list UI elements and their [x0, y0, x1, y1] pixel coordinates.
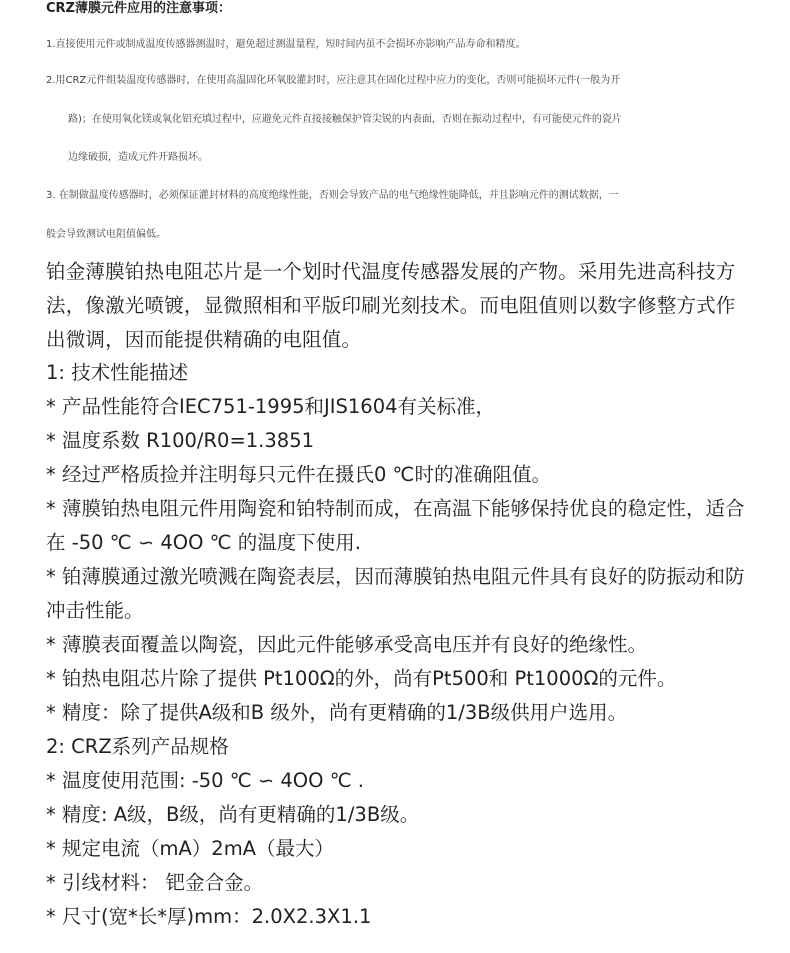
note-2-line-2: 路)；在使用氧化镁或氧化铝充填过程中，应避免元件直接接触保护管尖锐的内表面，否则在振动过程中，有可能使元件的瓷片 — [68, 114, 622, 125]
note-2-line-1: 2.用CRZ元件组装温度传感器时，在使用高温固化环氧胶灌封时，应注意其在固化过程中应力的变化，否则可能损坏元件(一般为开 — [46, 75, 621, 86]
section-1-item: * 精度：除了提供A级和B 级外，尚有更精确的1/3B级供用户选用。 — [46, 701, 628, 724]
section-2-item: * 精度: A级，B级，尚有更精确的1/3B级。 — [46, 803, 420, 826]
section-2-item: * 规定电流（mA）2mA（最大） — [46, 837, 335, 860]
note-3-line-2: 般会导致测试电阻值偏低。 — [46, 229, 166, 240]
section-1-item: * 薄膜铂热电阻元件用陶瓷和铂特制而成，在高温下能够保持优良的稳定性，适合在 -50 ℃ ∽ 4OO ℃ 的温度下使用. — [46, 497, 745, 554]
section-1-item: * 铂热电阻芯片除了提供 Pt100Ω的外，尚有Pt500和 Pt1000Ω的元件。 — [46, 667, 677, 690]
section-1-item: * 薄膜表面覆盖以陶瓷，因此元件能够承受高电压并有良好的绝缘性。 — [46, 633, 647, 656]
section-2-heading: 2: CRZ系列产品规格 — [46, 735, 229, 758]
note-2-line-3: 边缘破损，造成元件开路损坏。 — [68, 152, 208, 163]
note-3-line-1: 3. 在制做温度传感器时，必须保证灌封材料的高度绝缘性能，否则会导致产品的电气绝缘性能降低，并且影响元件的测试数据，一 — [46, 190, 619, 201]
section-2-item: * 尺寸(宽*长*厚)mm：2.0X2.3X1.1 — [46, 905, 372, 928]
section-2-item: * 温度使用范围: -50 ℃ ∽ 4OO ℃ . — [46, 769, 364, 792]
intro-text: 铂金薄膜铂热电阻芯片是一个划时代温度传感器发展的产物。采用先进高科技方法，像激光喷镀，显微照相和平版印刷光刻技术。而电阻值则以数字修整方式作出微调，因而能提供精确的电阻值。 — [46, 260, 736, 351]
intro-paragraph — [46, 255, 746, 357]
section-1-item: * 温度系数 R100/R0=1.3851 — [46, 429, 315, 452]
section-1-item: * 经过严格质捡并注明每只元件在摄氏0 ℃时的准确阻值。 — [46, 463, 551, 486]
section-1-item: * 产品性能符合IEC751-1995和JIS1604有关标准， — [46, 395, 496, 418]
note-1: 1.直接使用元件或制成温度传感器测温时，避免超过测温量程，短时间内虽不会损坏亦影响产品寿命和精度。 — [46, 39, 526, 50]
section-2-item: * 引线材料： 钯金合金。 — [46, 871, 264, 894]
section-1-heading: 1: 技术性能描述 — [46, 361, 189, 384]
notes-title: CRZ薄膜元件应用的注意事项： — [46, 1, 231, 16]
spec-section — [46, 356, 746, 934]
section-1-item: * 铂薄膜通过激光喷溅在陶瓷表层，因而薄膜铂热电阻元件具有良好的防振动和防冲击性能。 — [46, 565, 745, 622]
